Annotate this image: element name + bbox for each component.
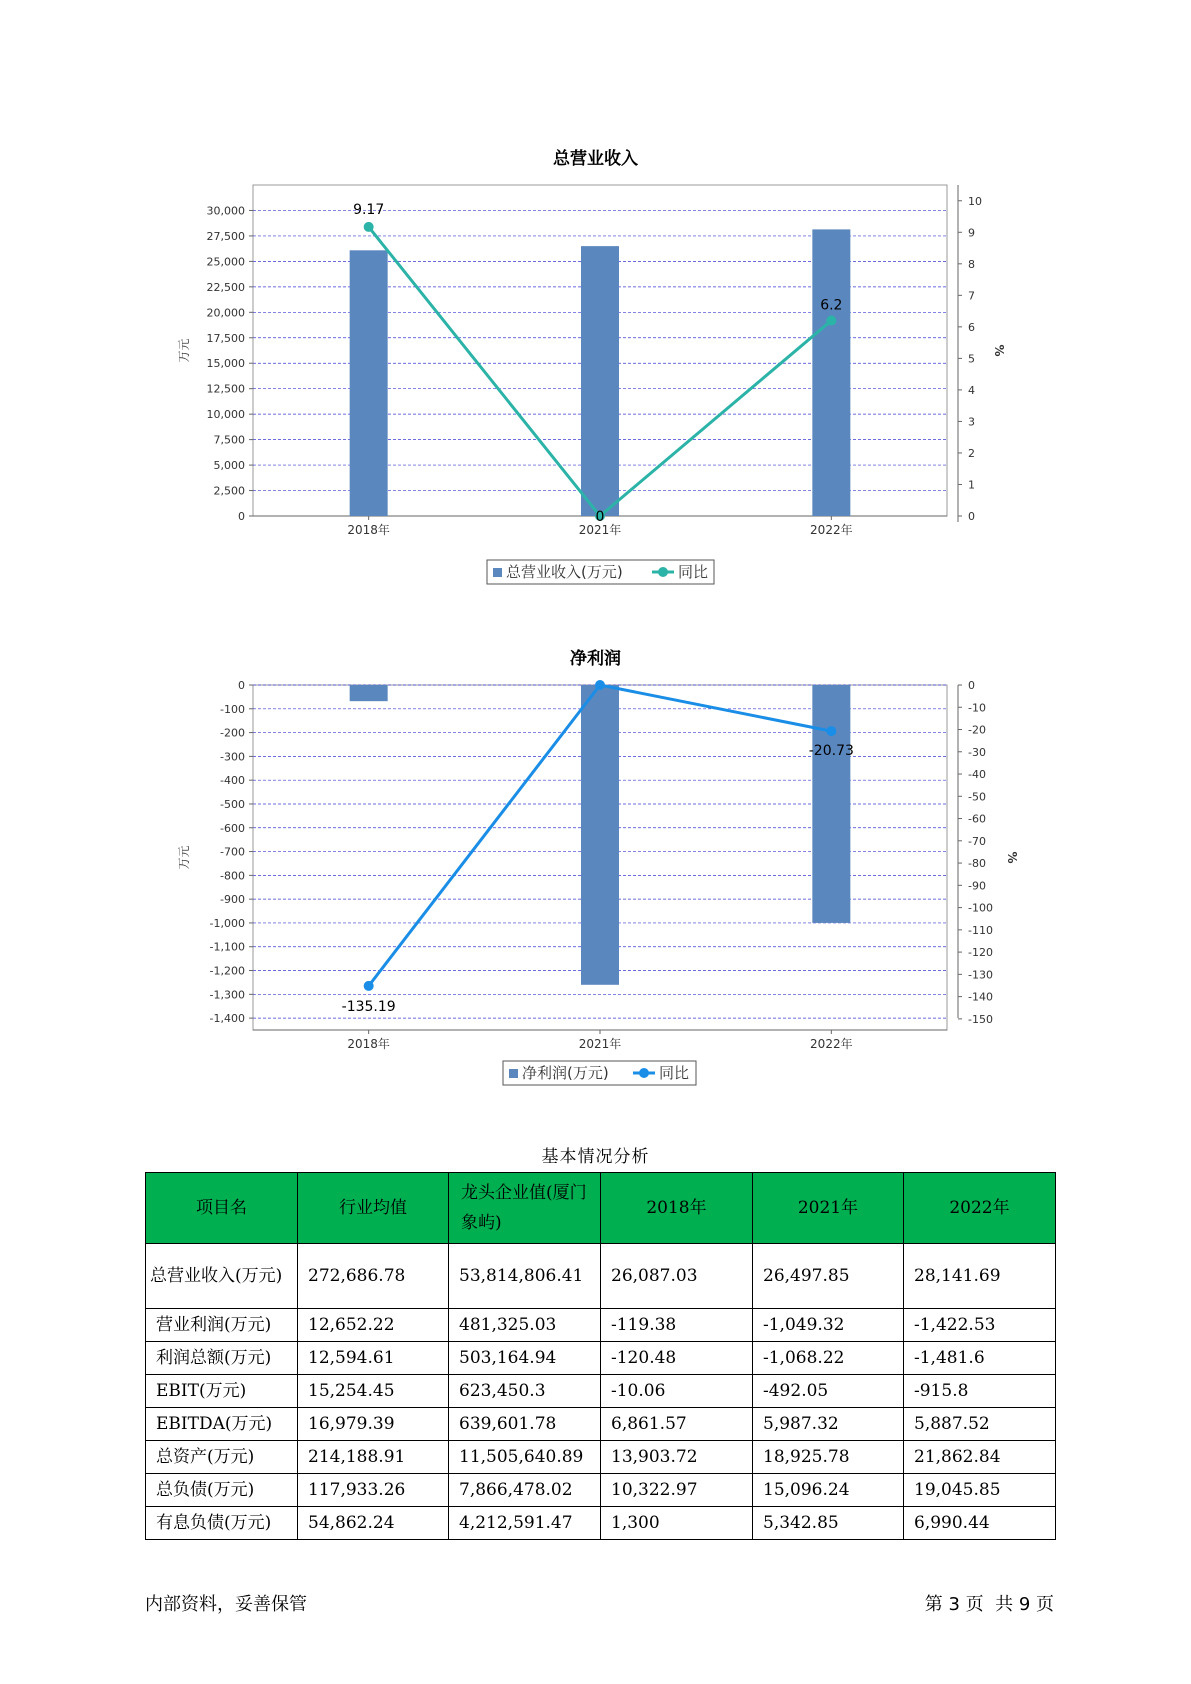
table-cell: -1,049.32 bbox=[753, 1309, 904, 1342]
left-tick-label: 2,500 bbox=[213, 484, 245, 498]
header-year-2021: 2021年 bbox=[753, 1173, 904, 1244]
table-header-row bbox=[146, 1173, 1056, 1244]
left-tick-label: 25,000 bbox=[206, 255, 245, 269]
table-cell: 18,925.78 bbox=[753, 1441, 904, 1474]
table-cell: 4,212,591.47 bbox=[449, 1507, 601, 1540]
footer-page-number: 第 3 页 共 9 页 bbox=[924, 1594, 1054, 1615]
summary-table bbox=[145, 1172, 1056, 1540]
data-label: 6.2 bbox=[820, 297, 843, 314]
right-tick-label: -90 bbox=[968, 879, 986, 893]
x-tick-label: 2021年 bbox=[578, 523, 622, 537]
bar-2 bbox=[812, 685, 850, 923]
left-tick-label: 10,000 bbox=[206, 408, 245, 422]
table-row-label: EBITDA(万元) bbox=[146, 1408, 298, 1441]
right-tick-label: -130 bbox=[968, 968, 993, 982]
right-tick-label: -40 bbox=[968, 768, 986, 782]
table-cell: 623,450.3 bbox=[449, 1375, 601, 1408]
table-cell: 214,188.91 bbox=[298, 1441, 449, 1474]
revenue-chart-title: 总营业收入 bbox=[553, 149, 638, 169]
table-cell: 5,887.52 bbox=[904, 1408, 1056, 1441]
left-tick-label: 15,000 bbox=[206, 357, 245, 371]
right-tick-label: 4 bbox=[968, 383, 975, 397]
table-row-label: 总负债(万元) bbox=[146, 1474, 298, 1507]
table-cell: 7,866,478.02 bbox=[449, 1474, 601, 1507]
right-tick-label: 5 bbox=[968, 352, 975, 366]
table-cell: 5,342.85 bbox=[753, 1507, 904, 1540]
table-cell: 503,164.94 bbox=[449, 1342, 601, 1375]
right-axis-title: % bbox=[1005, 851, 1019, 864]
legend-bar-label: 净利润(万元) bbox=[522, 1064, 609, 1082]
left-tick-label: 17,500 bbox=[206, 331, 245, 345]
table-cell: -1,481.6 bbox=[904, 1342, 1056, 1375]
table-row bbox=[146, 1244, 1056, 1309]
right-tick-label: -140 bbox=[968, 990, 993, 1004]
table-row bbox=[146, 1342, 1056, 1375]
header-item-name: 项目名 bbox=[146, 1173, 298, 1244]
table-cell: 13,903.72 bbox=[601, 1441, 753, 1474]
table-row bbox=[146, 1408, 1056, 1441]
left-tick-label: -800 bbox=[220, 869, 245, 883]
table-row-label: 利润总额(万元) bbox=[146, 1342, 298, 1375]
left-tick-label: -200 bbox=[220, 726, 245, 740]
left-tick-label: -700 bbox=[220, 845, 245, 859]
left-tick-label: 22,500 bbox=[206, 280, 245, 294]
header-leader-value: 龙头企业值(厦门象屿) bbox=[449, 1173, 601, 1244]
table-cell: 6,861.57 bbox=[601, 1408, 753, 1441]
left-tick-label: -600 bbox=[220, 821, 245, 835]
table-cell: 28,141.69 bbox=[904, 1244, 1056, 1309]
table-caption: 基本情况分析 bbox=[541, 1147, 650, 1167]
table-cell: -10.06 bbox=[601, 1375, 753, 1408]
right-tick-label: 7 bbox=[968, 289, 975, 303]
right-tick-label: 10 bbox=[968, 194, 982, 208]
x-tick-label: 2018年 bbox=[347, 523, 390, 537]
table-cell: 26,497.85 bbox=[753, 1244, 904, 1309]
table-row bbox=[146, 1309, 1056, 1342]
left-axis-title: 万元 bbox=[177, 845, 191, 870]
left-tick-label: 30,000 bbox=[206, 204, 245, 218]
bar-0 bbox=[350, 685, 388, 701]
right-tick-label: 3 bbox=[968, 415, 975, 429]
data-label: -135.19 bbox=[341, 998, 396, 1015]
table-cell: 1,300 bbox=[601, 1507, 753, 1540]
right-tick-label: -20 bbox=[968, 723, 986, 737]
right-tick-label: 8 bbox=[968, 257, 975, 271]
net-profit-chart-title: 净利润 bbox=[570, 649, 621, 669]
x-tick-label: 2022年 bbox=[810, 523, 853, 537]
legend-line-marker bbox=[639, 1068, 649, 1078]
table-row bbox=[146, 1441, 1056, 1474]
right-tick-label: 6 bbox=[968, 320, 975, 334]
data-label: -20.73 bbox=[808, 743, 854, 760]
table-cell: 481,325.03 bbox=[449, 1309, 601, 1342]
right-tick-label: 0 bbox=[968, 510, 975, 523]
right-tick-label: -150 bbox=[968, 1012, 993, 1026]
table-cell: 11,505,640.89 bbox=[449, 1441, 601, 1474]
left-tick-label: -1,400 bbox=[209, 1012, 245, 1026]
right-tick-label: -110 bbox=[968, 923, 993, 937]
left-tick-label: 0 bbox=[238, 679, 245, 692]
left-tick-label: 5,000 bbox=[213, 459, 245, 473]
table-cell: 639,601.78 bbox=[449, 1408, 601, 1441]
table-cell: -120.48 bbox=[601, 1342, 753, 1375]
right-tick-label: 9 bbox=[968, 226, 975, 240]
legend-bar-label: 总营业收入(万元) bbox=[506, 563, 623, 581]
footer-confidential-note: 内部资料，妥善保管 bbox=[145, 1594, 307, 1615]
table-cell: 12,594.61 bbox=[298, 1342, 449, 1375]
table-cell: 12,652.22 bbox=[298, 1309, 449, 1342]
table-row-label: EBIT(万元) bbox=[146, 1375, 298, 1408]
legend-line-label: 同比 bbox=[659, 1064, 690, 1082]
table-cell: -1,422.53 bbox=[904, 1309, 1056, 1342]
table-cell: 272,686.78 bbox=[298, 1244, 449, 1309]
left-tick-label: 12,500 bbox=[206, 382, 245, 396]
left-tick-label: -100 bbox=[220, 702, 245, 716]
table-cell: 10,322.97 bbox=[601, 1474, 753, 1507]
right-tick-label: -10 bbox=[968, 701, 986, 715]
table-cell: 54,862.24 bbox=[298, 1507, 449, 1540]
right-tick-label: -50 bbox=[968, 790, 986, 804]
table-cell: -492.05 bbox=[753, 1375, 904, 1408]
left-tick-label: -1,200 bbox=[209, 964, 245, 978]
table-cell: -915.8 bbox=[904, 1375, 1056, 1408]
header-industry-average: 行业均值 bbox=[298, 1173, 449, 1244]
left-tick-label: -1,100 bbox=[209, 940, 245, 954]
data-label: 9.17 bbox=[353, 201, 385, 218]
right-tick-label: -60 bbox=[968, 812, 986, 826]
table-cell: 5,987.32 bbox=[753, 1408, 904, 1441]
right-tick-label: -100 bbox=[968, 901, 993, 915]
table-cell: 16,979.39 bbox=[298, 1408, 449, 1441]
left-tick-label: -500 bbox=[220, 797, 245, 811]
table-cell: 26,087.03 bbox=[601, 1244, 753, 1309]
header-year-2022: 2022年 bbox=[904, 1173, 1056, 1244]
legend-line-label: 同比 bbox=[678, 563, 709, 581]
table-cell: 15,254.45 bbox=[298, 1375, 449, 1408]
table-row-label: 总资产(万元) bbox=[146, 1441, 298, 1474]
right-tick-label: 2 bbox=[968, 446, 975, 460]
legend-bar-swatch bbox=[509, 1069, 518, 1078]
left-tick-label: 20,000 bbox=[206, 306, 245, 320]
table-row-label: 总营业收入(万元) bbox=[146, 1244, 298, 1309]
table-cell: 53,814,806.41 bbox=[449, 1244, 601, 1309]
line-point-0 bbox=[364, 981, 374, 991]
bar-1 bbox=[581, 685, 619, 985]
right-tick-label: -120 bbox=[968, 946, 993, 960]
right-axis-title: % bbox=[992, 344, 1006, 357]
left-tick-label: -1,000 bbox=[209, 916, 245, 930]
left-tick-label: -400 bbox=[220, 774, 245, 788]
header-year-2018: 2018年 bbox=[601, 1173, 753, 1244]
data-label: 0 bbox=[595, 509, 605, 525]
table-row-label: 营业利润(万元) bbox=[146, 1309, 298, 1342]
left-tick-label: -300 bbox=[220, 750, 245, 764]
right-tick-label: 0 bbox=[968, 679, 975, 692]
line-point-1 bbox=[595, 680, 605, 690]
left-tick-label: 27,500 bbox=[206, 229, 245, 243]
left-tick-label: 7,500 bbox=[213, 433, 245, 447]
table-row bbox=[146, 1507, 1056, 1540]
left-tick-label: -900 bbox=[220, 893, 245, 907]
x-tick-label: 2022年 bbox=[810, 1037, 853, 1051]
x-tick-label: 2021年 bbox=[578, 1037, 622, 1051]
left-tick-label: 0 bbox=[238, 510, 245, 523]
left-axis-title: 万元 bbox=[177, 338, 191, 363]
table-row bbox=[146, 1375, 1056, 1408]
right-tick-label: -30 bbox=[968, 745, 986, 759]
table-row bbox=[146, 1474, 1056, 1507]
table-cell: 15,096.24 bbox=[753, 1474, 904, 1507]
table-cell: -119.38 bbox=[601, 1309, 753, 1342]
right-tick-label: 1 bbox=[968, 478, 975, 492]
right-tick-label: -70 bbox=[968, 834, 986, 848]
table-cell: 117,933.26 bbox=[298, 1474, 449, 1507]
left-tick-label: -1,300 bbox=[209, 988, 245, 1002]
table-row-label: 有息负债(万元) bbox=[146, 1507, 298, 1540]
table-cell: -1,068.22 bbox=[753, 1342, 904, 1375]
table-cell: 21,862.84 bbox=[904, 1441, 1056, 1474]
table-cell: 6,990.44 bbox=[904, 1507, 1056, 1540]
line-point-2 bbox=[826, 726, 836, 736]
x-tick-label: 2018年 bbox=[347, 1037, 390, 1051]
table-cell: 19,045.85 bbox=[904, 1474, 1056, 1507]
right-tick-label: -80 bbox=[968, 857, 986, 871]
